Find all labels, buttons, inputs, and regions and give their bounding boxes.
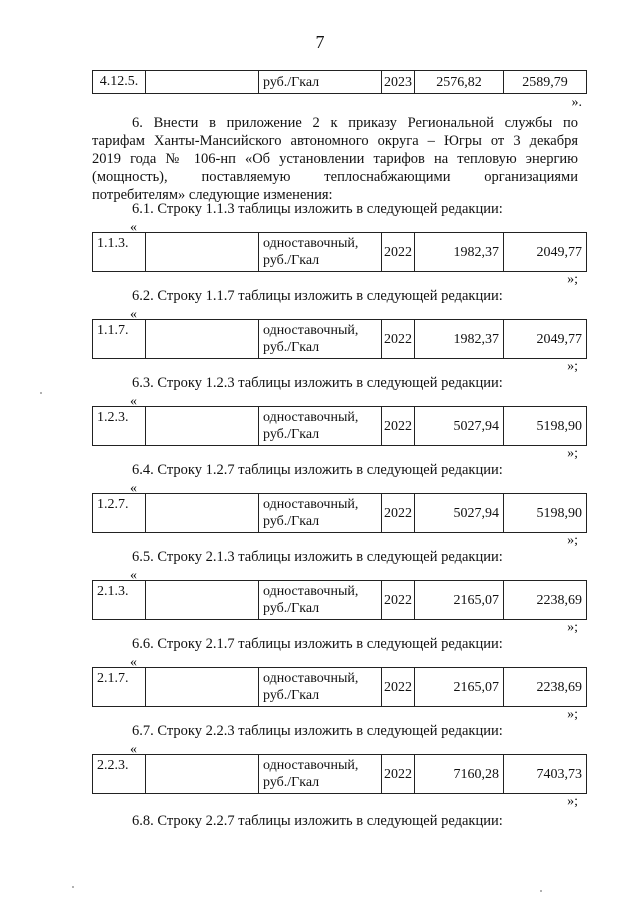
row-unit-line-2: руб./Гкал (263, 427, 320, 442)
row-unit-line-2: руб./Гкал (263, 688, 320, 703)
section-heading-6-8: 6.8. Строку 2.2.7 таблицы изложить в следующей редакции: (132, 813, 503, 829)
row-unit (259, 755, 382, 794)
tariff-table-row (92, 319, 587, 359)
row-value-1: 2165,07 (415, 581, 504, 620)
row-empty-cell (146, 233, 259, 272)
table-row (93, 407, 587, 446)
row-empty-cell (146, 320, 259, 359)
table-row (93, 320, 587, 359)
scan-speck (40, 392, 42, 394)
closing-quote: »; (567, 359, 578, 374)
row-empty-cell (146, 668, 259, 707)
row-unit-line-1: одноставочный, (263, 236, 359, 251)
row-value-1: 5027,94 (415, 407, 504, 446)
row-value-2: 5198,90 (504, 494, 587, 533)
closing-quote: »; (567, 446, 578, 461)
closing-quote: ». (571, 95, 582, 110)
tariff-table-row (92, 580, 587, 620)
row-unit-line-1: одноставочный, (263, 497, 359, 512)
paragraph-line: (мощность), поставляемую теплоснабжающими организациями (92, 169, 578, 185)
row-year: 2022 (382, 494, 415, 533)
opening-quote: « (130, 742, 137, 757)
row-empty-cell (146, 407, 259, 446)
row-code: 1.2.3. (93, 407, 146, 446)
row-unit-line-2: руб./Гкал (263, 601, 320, 616)
row-unit (259, 494, 382, 533)
closing-quote: »; (567, 272, 578, 287)
section-heading: 6.5. Строку 2.1.3 таблицы изложить в следующей редакции: (132, 549, 503, 565)
opening-quote: « (130, 220, 137, 235)
row-code: 1.2.7. (93, 494, 146, 533)
row-unit (259, 668, 382, 707)
row-year: 2022 (382, 668, 415, 707)
row-unit-line-2: руб./Гкал (263, 514, 320, 529)
row-value-1: 2165,07 (415, 668, 504, 707)
section-heading: 6.2. Строку 1.1.7 таблицы изложить в следующей редакции: (132, 288, 503, 304)
row-value-2: 2049,77 (504, 320, 587, 359)
section-heading: 6.6. Строку 2.1.7 таблицы изложить в следующей редакции: (132, 636, 503, 652)
row-year: 2022 (382, 581, 415, 620)
row-unit-line-1: одноставочный, (263, 758, 359, 773)
row-value-2: 5198,90 (504, 407, 587, 446)
row-unit-line-1: одноставочный, (263, 410, 359, 425)
section-6-paragraph (92, 114, 578, 204)
row-code: 1.1.3. (93, 233, 146, 272)
paragraph-line: тарифам Ханты-Мансийского автономного округа – Югры от 3 декабря (92, 133, 578, 149)
row-unit: руб./Гкал (259, 71, 382, 94)
row-code: 2.1.3. (93, 581, 146, 620)
row-unit-line-2: руб./Гкал (263, 340, 320, 355)
tariff-table-row (92, 493, 587, 533)
tariff-table-row (92, 406, 587, 446)
row-year: 2022 (382, 320, 415, 359)
section-heading: 6.4. Строку 1.2.7 таблицы изложить в следующей редакции: (132, 462, 503, 478)
section-heading: 6.3. Строку 1.2.3 таблицы изложить в следующей редакции: (132, 375, 503, 391)
row-value-1: 1982,37 (415, 320, 504, 359)
opening-quote: « (130, 394, 137, 409)
table-row (93, 494, 587, 533)
scan-speck (540, 890, 542, 892)
row-value-2: 2589,79 (504, 71, 587, 94)
row-year: 2023 (382, 71, 415, 94)
table-row (93, 755, 587, 794)
row-empty-cell (146, 755, 259, 794)
row-unit-line-1: одноставочный, (263, 584, 359, 599)
table-row (93, 668, 587, 707)
row-value-1: 5027,94 (415, 494, 504, 533)
table-row (93, 71, 587, 94)
paragraph-line: 2019 года № 106-нп «Об установлении тарифов на тепловую энергию (92, 151, 578, 167)
closing-quote: »; (567, 794, 578, 809)
row-year: 2022 (382, 407, 415, 446)
row-unit (259, 581, 382, 620)
row-code: 1.1.7. (93, 320, 146, 359)
row-empty-cell (146, 71, 259, 94)
row-unit-line-1: одноставочный, (263, 671, 359, 686)
table-row (93, 233, 587, 272)
opening-quote: « (130, 655, 137, 670)
scan-speck (72, 886, 74, 888)
row-code: 4.12.5. (93, 71, 146, 94)
row-empty-cell (146, 581, 259, 620)
tariff-table-row (92, 232, 587, 272)
paragraph-line: потребителям» следующие изменения: (92, 187, 333, 203)
paragraph-line: 6. Внести в приложение 2 к приказу Региональной службы по (132, 115, 578, 131)
row-empty-cell (146, 494, 259, 533)
row-year: 2022 (382, 233, 415, 272)
section-heading: 6.1. Строку 1.1.3 таблицы изложить в следующей редакции: (132, 201, 503, 217)
row-unit (259, 233, 382, 272)
closing-quote: »; (567, 533, 578, 548)
row-unit (259, 320, 382, 359)
page-number: 7 (315, 32, 325, 52)
opening-quote: « (130, 307, 137, 322)
row-code: 2.2.3. (93, 755, 146, 794)
opening-quote: « (130, 568, 137, 583)
table-row (93, 581, 587, 620)
row-unit-line-1: одноставочный, (263, 323, 359, 338)
row-code: 2.1.7. (93, 668, 146, 707)
row-value-2: 2238,69 (504, 668, 587, 707)
row-value-2: 2238,69 (504, 581, 587, 620)
closing-quote: »; (567, 707, 578, 722)
closing-quote: »; (567, 620, 578, 635)
opening-quote: « (130, 481, 137, 496)
row-value-2: 7403,73 (504, 755, 587, 794)
row-unit (259, 407, 382, 446)
row-unit-line-2: руб./Гкал (263, 775, 320, 790)
tariff-table-row (92, 667, 587, 707)
tariff-table-row (92, 754, 587, 794)
row-value-1: 2576,82 (415, 71, 504, 94)
row-year: 2022 (382, 755, 415, 794)
row-value-1: 1982,37 (415, 233, 504, 272)
section-heading: 6.7. Строку 2.2.3 таблицы изложить в следующей редакции: (132, 723, 503, 739)
row-unit-line-2: руб./Гкал (263, 253, 320, 268)
row-value-1: 7160,28 (415, 755, 504, 794)
row-value-2: 2049,77 (504, 233, 587, 272)
tariff-table-row-4-12-5 (92, 70, 587, 94)
